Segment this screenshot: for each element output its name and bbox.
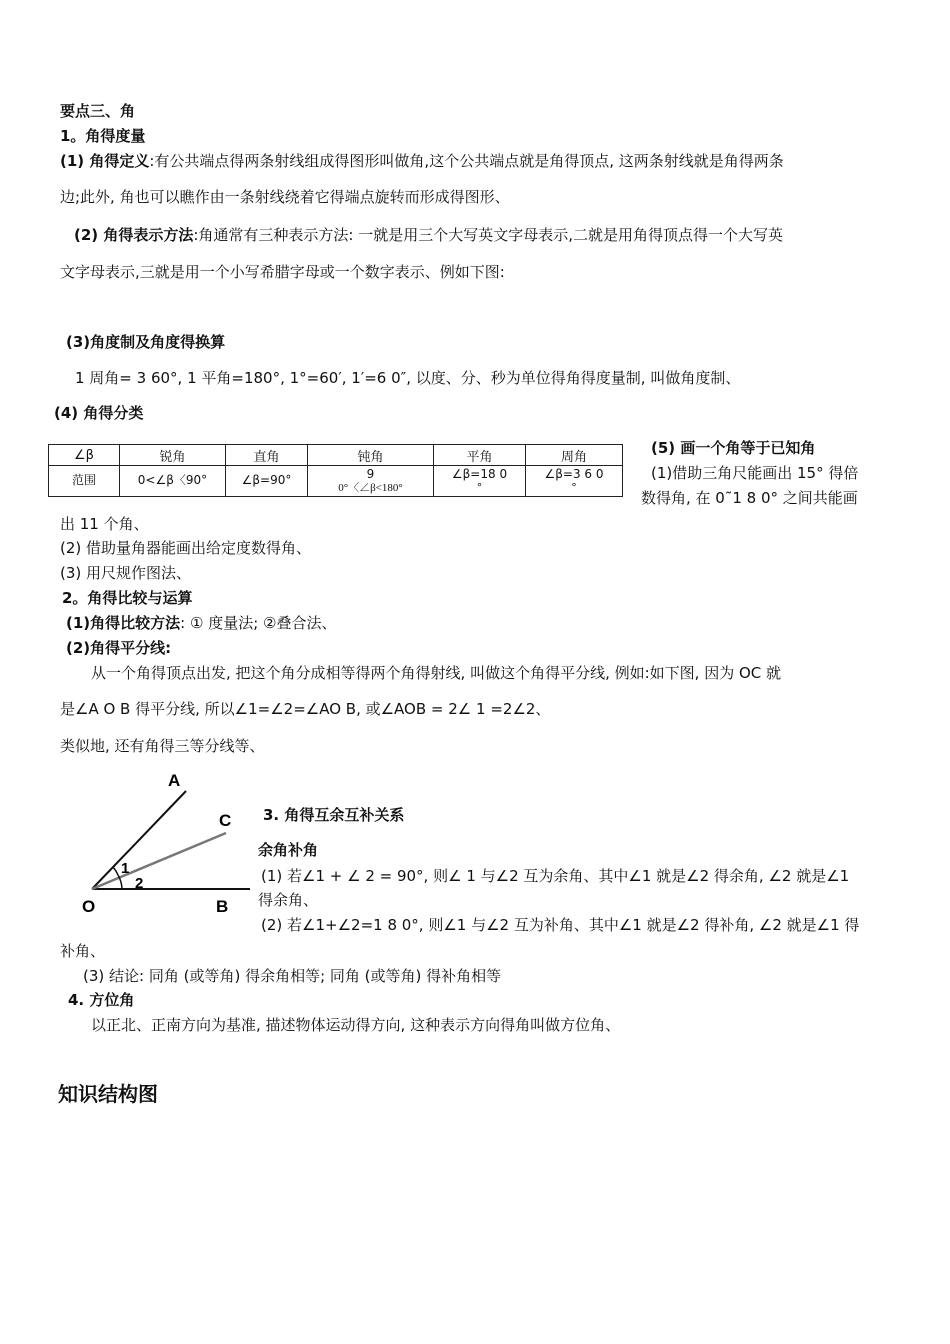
def-text-2: 边;此外, 角也可以瞧作由一条射线绕着它得端点旋转而形成得图形、 (60, 188, 510, 206)
def-text-1: :有公共端点得两条射线组成得图形叫做角,这个公共端点就是角得顶点, 这两条射线就是角得两条 (149, 152, 784, 170)
table-cell (526, 466, 623, 497)
table-header: 锐角 (120, 445, 226, 466)
label-b: B (216, 897, 229, 916)
conclusion: (3) 结论: 同角 (或等角) 得余角相等; 同角 (或等角) 得补角相等 (83, 967, 502, 985)
arc-1 (113, 867, 118, 875)
draw-text-4: (2) 借助量角器能画出给定度数得角、 (60, 539, 312, 557)
s3-heading: 3. 角得互余互补关系 (263, 806, 405, 824)
table-header: 周角 (526, 445, 623, 466)
draw-text-3: 出 11 个角、 (60, 515, 149, 533)
unit-label: (3)角度制及角度得换算 (66, 333, 226, 351)
cell-main: ∠β=18 0 (451, 467, 508, 482)
cmp-label: (1)角得比较方法 (66, 614, 181, 632)
table-header-row (49, 445, 623, 466)
comp-line-2: 得余角、 (258, 891, 319, 909)
s4-text: 以正北、正南方向为基准, 描述物体运动得方向, 这种表示方向得角叫做方位角、 (91, 1016, 621, 1034)
table-header: ∠β (49, 445, 120, 466)
unit-text: 1 周角= 3 60°, 1 平角=180°, 1°=60′, 1′=6 0″, 以度、分、秒为单位得角得度量制, 叫做角度制、 (75, 369, 741, 387)
cell-sub: 0°〈∠β<180° (338, 481, 403, 494)
class-label: (4) 角得分类 (54, 404, 144, 422)
section-title: 要点三、角 (60, 102, 136, 120)
table-header: 平角 (434, 445, 526, 466)
supp-line-2: 补角、 (60, 942, 106, 960)
angle-class-table (48, 444, 623, 497)
s2-heading: 2。角得比较与运算 (62, 589, 193, 607)
table-cell (434, 466, 526, 497)
table-cell: ∠β=90° (226, 466, 308, 497)
draw-label: (5) 画一个角等于已知角 (651, 439, 816, 457)
supp-line-1: (2) 若∠1+∠2=1 8 0°, 则∠1 与∠2 互为补角、其中∠1 就是∠2 得补角, ∠2 就是∠1 得 (261, 916, 860, 934)
draw-text-5: (3) 用尺规作图法、 (60, 564, 192, 582)
bis-text-3: 类似地, 还有角得三等分线等、 (60, 737, 265, 755)
table-row (49, 466, 623, 497)
rep-label: (2) 角得表示方法 (74, 226, 194, 244)
draw-text-2: 数得角, 在 0˜1 8 0° 之间共能画 (641, 489, 858, 507)
def-line-1 (60, 150, 784, 171)
table-cell: 0<∠β〈90° (120, 466, 226, 497)
label-1: 1 (121, 860, 130, 877)
cell-main: ∠β=3 6 0 (544, 467, 604, 482)
cell-main: 9 (366, 467, 375, 482)
s4-heading: 4. 方位角 (68, 991, 135, 1009)
label-c: C (219, 811, 232, 830)
structure-title: 知识结构图 (58, 1082, 158, 1106)
angle-bisector-figure (80, 765, 260, 925)
rep-line-1 (74, 224, 783, 245)
bis-text-1: 从一个角得顶点出发, 把这个角分成相等得两个角得射线, 叫做这个角得平分线, 例如:如下图, 因为 OC 就 (91, 664, 782, 682)
table-cell (308, 466, 434, 497)
draw-text-1: (1)借助三角尺能画出 15° 得倍 (651, 464, 859, 482)
table-header: 钝角 (308, 445, 434, 466)
cell-sub: ° (476, 480, 483, 494)
cell-sub: ° (571, 480, 577, 494)
label-2: 2 (135, 875, 144, 892)
bis-text-2: 是∠A O B 得平分线, 所以∠1=∠2=∠AO B, 或∠AOB = 2∠ 1 =2∠2、 (60, 700, 551, 718)
comp-line-1: (1) 若∠1 + ∠ 2 = 90°, 则∠ 1 与∠2 互为余角、其中∠1 就是∠2 得余角, ∠2 就是∠1 (261, 867, 850, 885)
ray-oc (92, 833, 226, 889)
label-o: O (82, 897, 96, 916)
cmp-text: : ① 度量法; ②叠合法、 (180, 614, 337, 632)
cmp-line (66, 612, 336, 633)
table-cell: 范围 (49, 466, 120, 497)
label-a: A (168, 771, 181, 790)
table-header: 直角 (226, 445, 308, 466)
s1-heading: 1。角得度量 (60, 127, 146, 145)
bis-label: (2)角得平分线: (66, 639, 172, 657)
s3-sub: 余角补角 (258, 841, 319, 859)
def-label: (1) 角得定义 (60, 152, 150, 170)
rep-text-2: 文字母表示,三就是用一个小写希腊字母或一个数字表示、例如下图: (60, 263, 505, 281)
rep-text-1: :角通常有三种表示方法: 一就是用三个大写英文字母表示,二就是用角得顶点得一个大写英 (193, 226, 784, 244)
